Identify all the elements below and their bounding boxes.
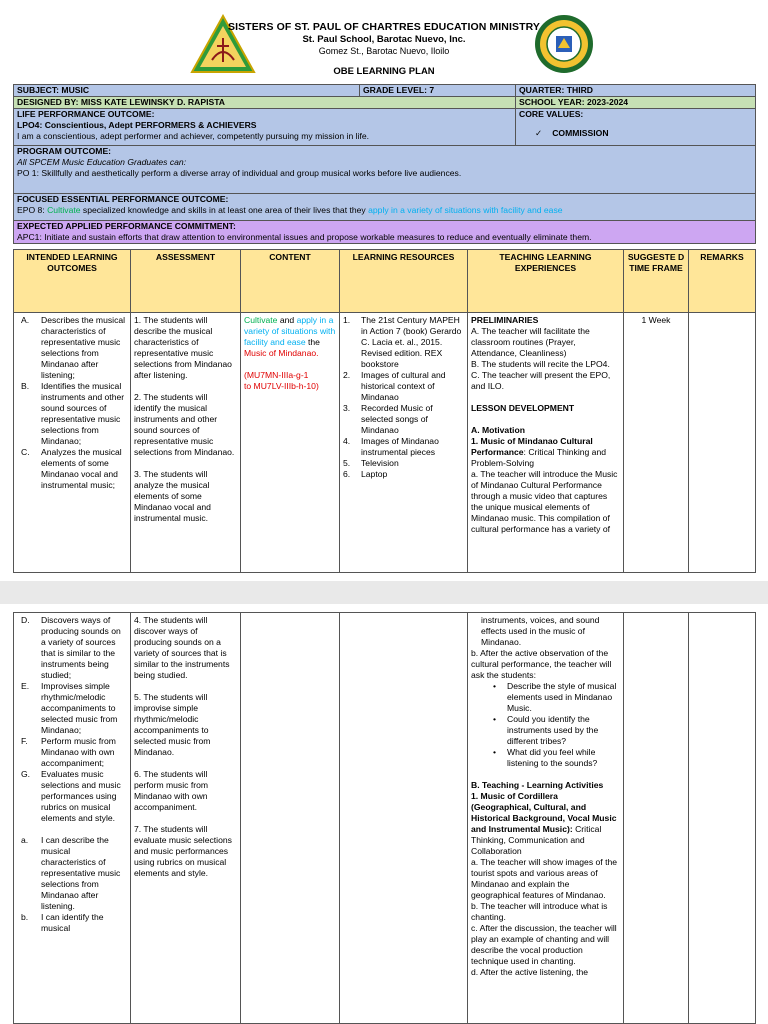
apc1: APC1: Initiate and sustain efforts that draw attention to environmental issues and propose workable measures to reduce and eventually eliminate them. bbox=[17, 232, 592, 242]
col-header-remarks: REMARKS bbox=[689, 250, 756, 313]
assessment-cell bbox=[131, 313, 241, 573]
assessment-item: 4. The students will discover ways of producing sounds on a variety of sources that is similar to the instruments being studied. bbox=[134, 615, 230, 680]
lpo-heading: LIFE PERFORMANCE OUTCOME: bbox=[17, 109, 155, 119]
epo-heading: FOCUSED ESSENTIAL PERFORMANCE OUTCOME: bbox=[17, 194, 229, 204]
list-item: F. Perform music from Mindanao with own accompaniment; bbox=[21, 736, 116, 768]
time-cell: 1 Week bbox=[624, 313, 689, 573]
remarks-cell bbox=[689, 613, 756, 1024]
grade-level: GRADE LEVEL: 7 bbox=[360, 85, 516, 97]
list-item: G. Evaluates music selections and music performances using rubrics on musical elements and style. bbox=[21, 769, 121, 823]
assessment-item: 3. The students will analyze the musical elements of some Mindanao vocal and instrumental music. bbox=[134, 469, 211, 523]
school-address: Gomez St., Barotac Nuevo, Iloilo bbox=[318, 46, 450, 56]
list-item: 2. Images of cultural and historical context of Mindanao bbox=[343, 370, 446, 402]
po-heading: PROGRAM OUTCOME: bbox=[17, 146, 112, 156]
tle-cell: PRELIMINARIES A. The teacher will facilitate the classroom routines (Prayer, Attendance, Cleanliness) B. The students will recite the LPO4. C. The teacher will present the EPO, and ILO. LESSON DEVELOPMENT A. Motivation 1. Music of Mindanao Cultural Performance: Critical Thinking and Problem-Solving a. The teacher will introduce the Music of Mindanao Cultural Performance through a music video that captures the unique musical elements of Mindanao music. This compilation of cultural performance has a variety of bbox=[468, 313, 624, 573]
assessment-item: 2. The students will identify the musical instruments and other sound sources of representative music selections from Mindanao. bbox=[134, 392, 235, 457]
list-item: a. I can describe the musical characteristics of representative music selections from Mindanao after listening. bbox=[21, 835, 121, 911]
col-header-resources: LEARNING RESOURCES bbox=[340, 250, 468, 313]
section-heading: B. Teaching - Learning Activities bbox=[471, 780, 604, 790]
assessment-item: 7. The students will evaluate music selections and music performances using rubrics on musical elements and style. bbox=[134, 824, 232, 878]
content-cell bbox=[241, 613, 340, 1024]
tle-cell: instruments, voices, and sound effects used in the music of Mindanao. b. After the active observation of the cultural performance, the teacher will ask the students: • Describe the style of musical elements used in Mindanao Music. • Could you identify the instruments used by the different tribes? • What did you feel while listening to the sounds? B. Teaching - Learning Activities 1. Music of Cordillera (Geographical, Cultural, and Historical Background, Vocal Music and Instrumental Music): Critical Thinking, Communication and Collaboration a. The teacher will show images of the tourist spots and various areas of Mindanao and explain the geographical features of Mindanao. b. The teacher will introduce what is chanting. c. After the discussion, the teacher will play an example of chanting and will describe the vocal production technique used in chanting. d. After the active listening, the bbox=[468, 613, 624, 1024]
assessment-item: 5. The students will improvise simple rhythmic/melodic accompaniments to selected music from Mindanao. bbox=[134, 692, 211, 757]
list-item: C. Analyzes the musical elements of some Mindanao vocal and instrumental music; bbox=[21, 447, 122, 490]
list-item: D. Discovers ways of producing sounds on a variety of sources that is similar to the instruments being studied; bbox=[21, 615, 121, 680]
apc-heading: EXPECTED APPLIED PERFORMANCE COMMITMENT: bbox=[17, 221, 236, 231]
school-seal-right bbox=[534, 14, 594, 74]
list-item: • Describe the style of musical elements used in Mindanao Music. bbox=[471, 681, 620, 714]
school-year: SCHOOL YEAR: 2023-2024 bbox=[516, 97, 756, 109]
col-header-assessment: ASSESSMENT bbox=[131, 250, 241, 313]
list-item: 6. Laptop bbox=[343, 469, 388, 479]
learning-plan-table-page-1 bbox=[13, 249, 756, 573]
list-item: • Could you identify the instruments used by the different tribes? bbox=[471, 714, 620, 747]
list-item: B. Identifies the musical instruments and other sound sources of representative music selections from Mindanao; bbox=[21, 381, 125, 446]
assessment-cell bbox=[131, 613, 241, 1024]
po1: PO 1: Skillfully and aesthetically perform a diverse array of individual and group musical works before live audiences. bbox=[17, 168, 462, 178]
section-heading: PRELIMINARIES bbox=[471, 315, 539, 325]
org-name: SISTERS OF ST. PAUL OF CHARTRES EDUCATION MINISTRY bbox=[227, 21, 541, 33]
core-values-heading: CORE VALUES: bbox=[519, 109, 584, 119]
document-title: OBE LEARNING PLAN bbox=[333, 66, 435, 77]
plan-info-table bbox=[13, 84, 756, 244]
list-item: 1. The 21st Century MAPEH in Action 7 (book) Gerardo C. Lacia et. al., 2015. Revised edition. REX bookstore bbox=[343, 315, 462, 369]
check-icon: ✓ bbox=[535, 128, 543, 138]
letterhead bbox=[0, 0, 768, 84]
assessment-item: 6. The students will perform music from Mindanao with own accompaniment. bbox=[134, 769, 209, 812]
list-item: 5. Television bbox=[343, 458, 399, 468]
list-item: • What did you feel while listening to the sounds? bbox=[471, 747, 620, 769]
list-item: b. I can identify the musical bbox=[21, 912, 104, 933]
school-name: St. Paul School, Barotac Nuevo, Inc. bbox=[302, 34, 466, 45]
po-subheading: All SPCEM Music Education Graduates can: bbox=[17, 157, 187, 167]
list-item: E. Improvises simple rhythmic/melodic accompaniments to selected music from Mindanao; bbox=[21, 681, 118, 735]
lpo-description: I am a conscientious, adept performer and achiever, competently pursuing my mission in life. bbox=[17, 131, 370, 141]
col-header-tle: TEACHING LEARNING EXPERIENCES bbox=[468, 250, 624, 313]
ilo-cell bbox=[14, 613, 131, 1024]
quarter: QUARTER: THIRD bbox=[516, 85, 756, 97]
learning-plan-table-page-2 bbox=[13, 612, 756, 1024]
resources-cell bbox=[340, 313, 468, 573]
epo8: EPO 8: Cultivate specialized knowledge and skills in at least one area of their lives that they apply in a variety of situations with facility and ease bbox=[17, 205, 563, 215]
core-value: COMMISSION bbox=[552, 128, 609, 138]
section-heading: LESSON DEVELOPMENT bbox=[471, 403, 575, 413]
list-item: A. Describes the musical characteristics of representative music selections from Mindanao after listening; bbox=[21, 315, 126, 380]
ilo-cell bbox=[14, 313, 131, 573]
content-cell: Cultivate and apply in a variety of situations with facility and ease the Music of Mindanao. (MU7MN-IIIa-g-1 to MU7LV-IIIb-h-10) bbox=[241, 313, 340, 573]
subject: SUBJECT: MUSIC bbox=[14, 85, 360, 97]
lpo4: LPO4: Conscientious, Adept PERFORMERS & ACHIEVERS bbox=[17, 120, 257, 130]
remarks-cell bbox=[689, 313, 756, 573]
col-header-content: CONTENT bbox=[241, 250, 340, 313]
time-cell bbox=[624, 613, 689, 1024]
competency-codes: (MU7MN-IIIa-g-1 to MU7LV-IIIb-h-10) bbox=[244, 370, 319, 391]
list-item: 3. Recorded Music of selected songs of Mindanao bbox=[343, 403, 433, 435]
list-item: 4. Images of Mindanao instrumental pieces bbox=[343, 436, 439, 457]
col-header-ilo: INTENDED LEARNING OUTCOMES bbox=[14, 250, 131, 313]
resources-cell bbox=[340, 613, 468, 1024]
designer: DESIGNED BY: MISS KATE LEWINSKY D. RAPISTA bbox=[14, 97, 516, 109]
assessment-item: 1. The students will describe the musical characteristics of representative music selections from Mindanao after listening. bbox=[134, 315, 232, 380]
col-header-time: SUGGESTE D TIME FRAME bbox=[624, 250, 689, 313]
